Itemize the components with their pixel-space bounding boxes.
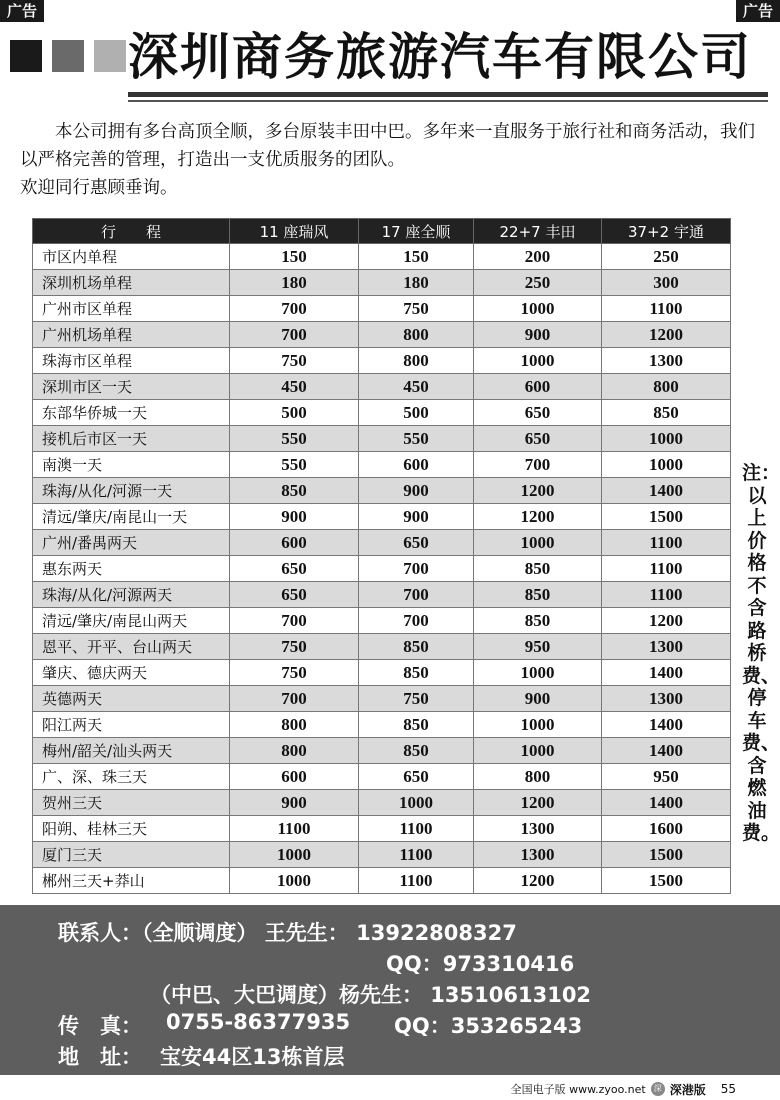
route-cell: 南澳一天 (33, 452, 230, 478)
contact-qq-yang: QQ：353265243 (394, 1014, 583, 1038)
price-cell: 700 (359, 556, 474, 582)
table-row (33, 764, 731, 790)
price-cell: 1200 (602, 608, 731, 634)
price-cell: 500 (359, 400, 474, 426)
table-row (33, 660, 731, 686)
price-cell: 850 (474, 556, 602, 582)
price-cell: 1000 (602, 426, 731, 452)
route-cell: 英德两天 (33, 686, 230, 712)
price-cell: 800 (359, 322, 474, 348)
price-cell: 700 (230, 608, 359, 634)
table-row (33, 348, 731, 374)
price-cell: 800 (230, 738, 359, 764)
route-cell: 梅州/韶关/汕头两天 (33, 738, 230, 764)
table-row (33, 374, 731, 400)
route-cell: 广、深、珠三天 (33, 764, 230, 790)
price-cell: 850 (359, 660, 474, 686)
price-cell: 1500 (602, 842, 731, 868)
price-cell: 250 (474, 270, 602, 296)
table-row (33, 244, 731, 270)
price-cell: 1000 (474, 296, 602, 322)
price-cell: 800 (474, 764, 602, 790)
header-17-seat: 17 座全顺 (359, 219, 474, 244)
price-cell: 1000 (474, 738, 602, 764)
price-cell: 850 (474, 582, 602, 608)
price-cell: 1100 (359, 868, 474, 894)
price-cell: 450 (230, 374, 359, 400)
route-cell: 清远/肇庆/南昆山两天 (33, 608, 230, 634)
contact-line-yang: （中巴、大巴调度）杨先生： 13510613102 (150, 983, 592, 1007)
price-cell: 850 (359, 634, 474, 660)
price-cell: 600 (230, 530, 359, 556)
table-row (33, 738, 731, 764)
table-header-row (33, 219, 731, 244)
route-cell: 市区内单程 (33, 244, 230, 270)
price-cell: 1000 (359, 790, 474, 816)
price-cell: 1000 (474, 660, 602, 686)
price-note: 注：以上价格不含路桥费、停车费、含燃油费。 (742, 462, 780, 844)
price-cell: 500 (230, 400, 359, 426)
price-cell: 950 (602, 764, 731, 790)
title-underline-thin (128, 100, 768, 102)
table-row (33, 582, 731, 608)
address-label: 地 址： (58, 1045, 142, 1069)
table-row (33, 556, 731, 582)
table-row (33, 478, 731, 504)
price-cell: 700 (230, 686, 359, 712)
price-cell: 1100 (359, 816, 474, 842)
price-table (32, 218, 731, 894)
table-row (33, 816, 731, 842)
price-cell: 1000 (474, 348, 602, 374)
route-cell: 深圳机场单程 (33, 270, 230, 296)
price-cell: 750 (230, 634, 359, 660)
price-cell: 600 (474, 374, 602, 400)
table-row (33, 504, 731, 530)
gray-square-icon (52, 40, 84, 72)
contact-qq-wang: QQ：973310416 (386, 952, 575, 976)
header-22-seat: 22+7 丰田 (474, 219, 602, 244)
price-cell: 1200 (602, 322, 731, 348)
table-row (33, 322, 731, 348)
price-cell: 750 (230, 348, 359, 374)
table-row (33, 608, 731, 634)
price-cell: 1300 (602, 348, 731, 374)
price-cell: 1000 (230, 868, 359, 894)
fax-number: 0755-86377935 (166, 1010, 351, 1034)
route-cell: 珠海/从化/河源一天 (33, 478, 230, 504)
header-11-seat: 11 座瑞风 (230, 219, 359, 244)
company-title: 深圳商务旅游汽车有限公司 (128, 27, 752, 86)
price-cell: 1100 (602, 530, 731, 556)
price-cell: 1500 (602, 868, 731, 894)
price-table-body (33, 244, 731, 894)
price-cell: 180 (230, 270, 359, 296)
route-cell: 广州/番禺两天 (33, 530, 230, 556)
price-cell: 900 (359, 478, 474, 504)
route-cell: 珠海/从化/河源两天 (33, 582, 230, 608)
price-cell: 650 (474, 400, 602, 426)
table-row (33, 634, 731, 660)
decorative-squares (10, 40, 126, 72)
route-cell: 厦门三天 (33, 842, 230, 868)
table-row (33, 686, 731, 712)
table-row (33, 426, 731, 452)
route-cell: 广州市区单程 (33, 296, 230, 322)
price-cell: 250 (602, 244, 731, 270)
price-cell: 750 (230, 660, 359, 686)
price-cell: 700 (230, 322, 359, 348)
price-cell: 150 (359, 244, 474, 270)
price-cell: 1300 (474, 842, 602, 868)
table-row (33, 868, 731, 894)
route-cell: 郴州三天+莽山 (33, 868, 230, 894)
route-cell: 广州机场单程 (33, 322, 230, 348)
price-cell: 950 (474, 634, 602, 660)
price-cell: 650 (230, 582, 359, 608)
route-cell: 恩平、开平、台山两天 (33, 634, 230, 660)
table-row (33, 296, 731, 322)
price-cell: 650 (359, 530, 474, 556)
table-row (33, 530, 731, 556)
price-cell: 1400 (602, 660, 731, 686)
intro-paragraph: 本公司拥有多台高顶全顺，多台原装丰田中巴。多年来一直服务于旅行社和商务活动，我们以严格完善的管理，打造出一支优质服务的团队。 (20, 122, 755, 170)
route-cell: 接机后市区一天 (33, 426, 230, 452)
address-value: 宝安44区13栋首层 (160, 1045, 345, 1069)
price-cell: 800 (230, 712, 359, 738)
route-cell: 肇庆、德庆两天 (33, 660, 230, 686)
price-cell: 1200 (474, 478, 602, 504)
price-cell: 1100 (602, 582, 731, 608)
price-cell: 850 (602, 400, 731, 426)
price-cell: 650 (230, 556, 359, 582)
price-cell: 1300 (602, 686, 731, 712)
route-cell: 阳朔、桂林三天 (33, 816, 230, 842)
ad-label-left: 广告 (0, 0, 44, 22)
footer-edition: 深港版 (669, 1082, 706, 1097)
route-cell: 珠海市区单程 (33, 348, 230, 374)
price-cell: 800 (359, 348, 474, 374)
page-number: 55 (720, 1082, 736, 1096)
price-cell: 850 (359, 738, 474, 764)
header-route: 行 程 (33, 219, 230, 244)
publication-logo-icon: 深 (651, 1082, 665, 1096)
price-cell: 1000 (474, 712, 602, 738)
price-cell: 900 (359, 504, 474, 530)
contact-line-wang: 联系人：（全顺调度） 王先生： 13922808327 (58, 921, 517, 945)
contact-panel (0, 905, 780, 1075)
price-cell: 1100 (359, 842, 474, 868)
header-37-seat: 37+2 宇通 (602, 219, 731, 244)
price-cell: 1600 (602, 816, 731, 842)
price-cell: 850 (474, 608, 602, 634)
ad-label-right: 广告 (736, 0, 780, 22)
intro-text (20, 118, 760, 202)
price-cell: 1500 (602, 504, 731, 530)
price-cell: 1300 (602, 634, 731, 660)
price-cell: 800 (602, 374, 731, 400)
price-cell: 200 (474, 244, 602, 270)
price-cell: 1000 (474, 530, 602, 556)
price-cell: 700 (474, 452, 602, 478)
table-row (33, 452, 731, 478)
price-cell: 700 (230, 296, 359, 322)
price-cell: 900 (230, 790, 359, 816)
table-row (33, 842, 731, 868)
price-cell: 1100 (230, 816, 359, 842)
price-cell: 850 (359, 712, 474, 738)
route-cell: 清远/肇庆/南昆山一天 (33, 504, 230, 530)
table-row (33, 400, 731, 426)
price-cell: 700 (359, 608, 474, 634)
price-cell: 1400 (602, 738, 731, 764)
price-cell: 450 (359, 374, 474, 400)
price-cell: 650 (359, 764, 474, 790)
price-cell: 550 (230, 426, 359, 452)
price-cell: 900 (230, 504, 359, 530)
price-cell: 900 (474, 686, 602, 712)
price-cell: 900 (474, 322, 602, 348)
price-cell: 1100 (602, 296, 731, 322)
price-cell: 1300 (474, 816, 602, 842)
price-cell: 1200 (474, 790, 602, 816)
price-cell: 750 (359, 296, 474, 322)
title-underline (128, 92, 768, 97)
price-cell: 650 (474, 426, 602, 452)
dark-square-icon (10, 40, 42, 72)
price-cell: 600 (359, 452, 474, 478)
table-row (33, 270, 731, 296)
price-cell: 1400 (602, 790, 731, 816)
price-cell: 1400 (602, 712, 731, 738)
intro-welcome: 欢迎同行惠顾垂询。 (20, 178, 178, 198)
fax-label: 传 真： (58, 1014, 142, 1038)
route-cell: 阳江两天 (33, 712, 230, 738)
price-cell: 1000 (230, 842, 359, 868)
price-cell: 180 (359, 270, 474, 296)
price-cell: 1200 (474, 868, 602, 894)
price-cell: 1100 (602, 556, 731, 582)
page-footer (511, 1080, 736, 1098)
price-cell: 700 (359, 582, 474, 608)
route-cell: 东部华侨城一天 (33, 400, 230, 426)
price-cell: 1400 (602, 478, 731, 504)
price-cell: 150 (230, 244, 359, 270)
light-square-icon (94, 40, 126, 72)
footer-site: 全国电子版 www.zyoo.net (510, 1083, 646, 1096)
price-cell: 600 (230, 764, 359, 790)
table-row (33, 790, 731, 816)
price-cell: 550 (359, 426, 474, 452)
price-cell: 750 (359, 686, 474, 712)
price-cell: 550 (230, 452, 359, 478)
route-cell: 惠东两天 (33, 556, 230, 582)
route-cell: 贺州三天 (33, 790, 230, 816)
price-cell: 850 (230, 478, 359, 504)
route-cell: 深圳市区一天 (33, 374, 230, 400)
price-cell: 1000 (602, 452, 731, 478)
table-row (33, 712, 731, 738)
price-cell: 1200 (474, 504, 602, 530)
price-cell: 300 (602, 270, 731, 296)
